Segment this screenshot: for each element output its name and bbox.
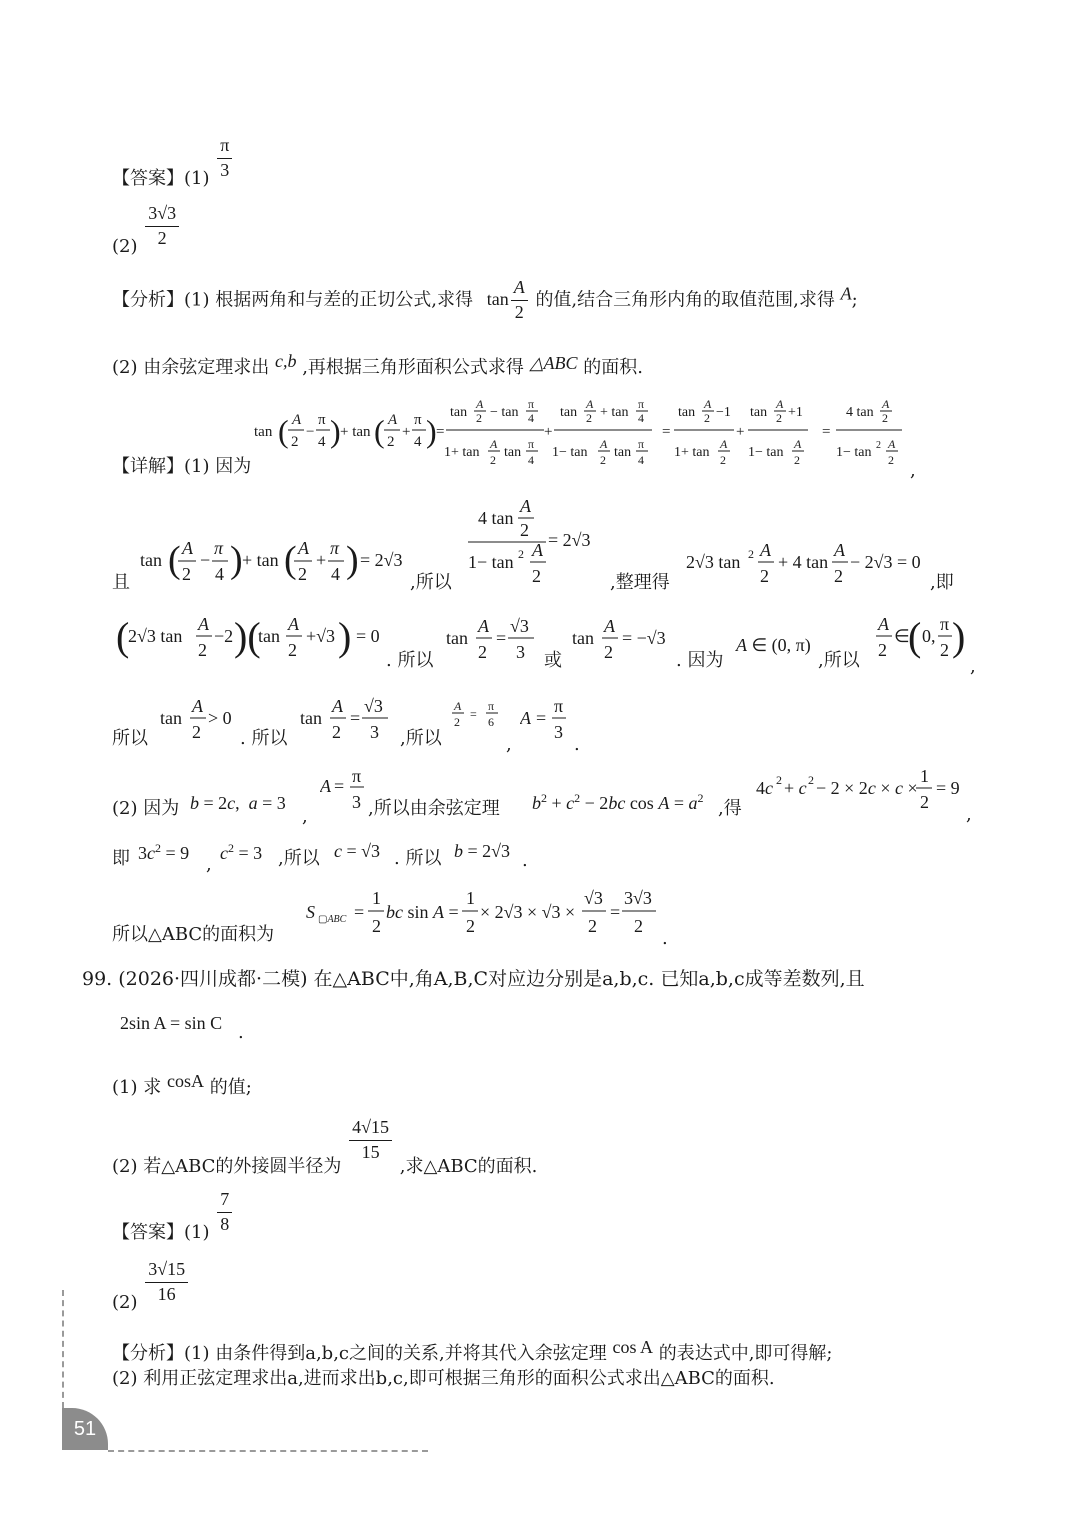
detail-equation-13 (320, 768, 370, 822)
factored-formula (116, 610, 386, 666)
law-of-cosines: $b^2 + c^2 - 2bc$ $\cos A = a^2$ (532, 791, 704, 813)
svg-text:A: A (760, 540, 771, 560)
svg-text:− 2√3 = 0: − 2√3 = 0 (850, 552, 921, 572)
answer-label: 【答案】 (112, 167, 184, 189)
svg-text:A: A (288, 614, 299, 634)
svg-text:2: 2 (888, 453, 894, 467)
svg-text:2: 2 (518, 547, 524, 561)
svg-text:= 0: = 0 (356, 626, 380, 646)
svg-text:A: A (320, 776, 331, 796)
answer-1-fraction: $\frac{\pi}{3}$ (217, 136, 232, 181)
svg-text:A: A (198, 614, 209, 634)
svg-text:2: 2 (182, 564, 191, 584)
svg-text:A: A (298, 538, 309, 558)
svg-text:π: π (318, 412, 326, 428)
svg-text:A: A (794, 437, 802, 451)
svg-text:3: 3 (352, 792, 361, 812)
svg-text:2: 2 (298, 564, 307, 584)
svg-text:1+ tan: 1+ tan (674, 445, 710, 460)
svg-text:tan: tan (140, 550, 162, 570)
svg-text:(: ( (168, 539, 181, 581)
svg-text:=: = (354, 902, 365, 922)
page-border-vertical (62, 1290, 64, 1408)
half-a-pi-over-6-formula (452, 698, 506, 734)
svg-text:+ 4 tan: + 4 tan (778, 552, 829, 572)
svg-text:tan: tan (504, 445, 522, 460)
svg-text:A: A (878, 614, 889, 634)
svg-text:4: 4 (414, 434, 422, 450)
svg-text:2: 2 (604, 642, 613, 662)
svg-text:π: π (488, 699, 495, 713)
svg-text:2: 2 (490, 453, 496, 467)
svg-text:): ) (330, 413, 341, 449)
svg-text:A: A (454, 699, 462, 713)
svg-text:(: ( (116, 614, 130, 659)
detail-2-line: (2) 因为 (112, 798, 180, 819)
svg-text:tan: tan (446, 628, 468, 648)
svg-text:− tan: − tan (490, 405, 519, 420)
svg-text:=: = (334, 776, 345, 796)
svg-text:= 2√3: = 2√3 (548, 530, 591, 550)
svg-text:bc sin A =: bc sin A = (386, 902, 459, 922)
svg-text:=: = (536, 708, 547, 728)
svg-text:(: ( (908, 614, 922, 659)
svg-text:2: 2 (704, 411, 710, 425)
question-99-part1: (1) 求 cosA 的值; (112, 1071, 252, 1098)
svg-text:π: π (214, 538, 224, 558)
a-equals-pi-over-3-formula (520, 694, 576, 744)
svg-text:−1: −1 (716, 405, 731, 420)
svg-text:A: A (192, 696, 203, 716)
svg-text:A: A (776, 397, 784, 411)
detail-equation-4 (686, 540, 936, 594)
svg-text:1− tan: 1− tan (748, 445, 784, 460)
tan-sum-identity-formula (254, 396, 914, 476)
half-a-range-formula (874, 610, 964, 666)
svg-text:A: A (532, 540, 543, 560)
svg-text:π: π (940, 614, 950, 634)
svg-text:2: 2 (454, 715, 460, 729)
svg-text:2: 2 (794, 453, 800, 467)
svg-text:A: A (604, 616, 615, 636)
detail-equation-5 (116, 610, 386, 670)
svg-text:2: 2 (808, 773, 814, 787)
analysis-1-line: 【分析】(1) 根据两角和与差的正切公式,求得 tan $\frac{A}{2}$ 的值,结合三角形内角的取值范围,求得 A; (112, 277, 858, 322)
svg-text:√3: √3 (510, 616, 529, 636)
svg-text:2: 2 (586, 411, 592, 425)
detail-equation-9 (160, 694, 240, 748)
svg-text:A: A (834, 540, 845, 560)
detail-equation-11 (452, 698, 506, 738)
a-range: A ∈ (0, π) (736, 635, 811, 655)
detail-equation-6 (446, 614, 546, 668)
page-number: 51 (62, 1408, 108, 1450)
svg-text:+: + (402, 424, 411, 440)
question-99-equation: 2sin A = sin C (120, 1013, 223, 1033)
svg-text:): ) (230, 539, 243, 581)
svg-text:4c: 4c (756, 778, 773, 798)
svg-text:∈: ∈ (894, 626, 910, 646)
svg-text:=: = (822, 424, 831, 440)
svg-text:): ) (426, 413, 437, 449)
b-equals-2c: b = 2c, a = 3 (190, 793, 286, 813)
rearranged-formula (686, 540, 936, 590)
svg-text:A: A (478, 616, 489, 636)
svg-text:A: A (600, 437, 608, 451)
svg-text:√3: √3 (364, 696, 383, 716)
svg-text:tan: tan (300, 708, 322, 728)
svg-text:2: 2 (634, 916, 643, 936)
svg-text:tan: tan (254, 424, 273, 440)
detail-equation-14 (756, 766, 966, 820)
svg-text:A: A (332, 696, 343, 716)
tan-ratio-formula (462, 496, 602, 588)
tan-sum-equals-formula (140, 534, 410, 590)
answer-99-1-fraction: $\frac{7}{8}$ (217, 1190, 232, 1235)
b-value: b = 2√3 (454, 841, 511, 861)
svg-text:(: ( (284, 539, 297, 581)
svg-text:3√3: 3√3 (624, 888, 652, 908)
svg-text:2: 2 (760, 566, 769, 586)
svg-text:2: 2 (520, 520, 529, 540)
svg-text:2: 2 (198, 640, 207, 660)
svg-text:3: 3 (554, 722, 563, 742)
svg-text:1: 1 (372, 888, 381, 908)
detail-equation-7 (572, 614, 672, 668)
svg-text:4 tan: 4 tan (478, 508, 514, 528)
svg-text:2√3 tan: 2√3 tan (128, 626, 183, 646)
svg-text:6: 6 (488, 715, 494, 729)
svg-text:A: A (720, 437, 728, 451)
svg-text:A: A (476, 397, 484, 411)
question-99-stem: 99. (2026·四川成都·二模) 在△ABC中,角A,B,C对应边分别是a,b,c. 已知a,b,c成等差数列,且 (82, 968, 865, 990)
svg-text:= 9: = 9 (936, 778, 960, 798)
svg-text:tan: tan (450, 405, 468, 420)
svg-text:> 0: > 0 (208, 708, 232, 728)
svg-text:π: π (528, 437, 535, 451)
tan-half-a-fraction: $\frac{A}{2}$ (511, 278, 528, 323)
svg-text:+ c: + c (784, 778, 807, 798)
answer-99-2-fraction: $\frac{3√15}{16}$ (145, 1260, 188, 1305)
detail-equation-3 (462, 496, 602, 592)
svg-text:+ tan: + tan (242, 550, 279, 570)
svg-text:4: 4 (331, 564, 340, 584)
svg-text:2: 2 (288, 640, 297, 660)
svg-text:2: 2 (192, 722, 201, 742)
svg-text:+: + (316, 550, 327, 570)
svg-text:2: 2 (720, 453, 726, 467)
svg-text:=: = (470, 707, 477, 721)
detail-label-line: 【详解】(1) 因为 (112, 456, 252, 477)
svg-text:−: − (306, 424, 315, 440)
svg-text:2: 2 (776, 411, 782, 425)
svg-text:A: A (882, 397, 890, 411)
svg-text:0,: 0, (922, 626, 936, 646)
answer-99-1-line: 【答案】(1) $\frac{7}{8}$ (112, 1190, 234, 1242)
svg-text:): ) (952, 614, 964, 659)
svg-text:2: 2 (748, 547, 754, 561)
svg-text:2: 2 (776, 773, 782, 787)
svg-text:− 2 × 2c × c ×: − 2 × 2c × c × (816, 778, 918, 798)
svg-text:√3: √3 (584, 888, 603, 908)
svg-text:π: π (554, 696, 564, 716)
svg-text:A: A (292, 412, 302, 428)
svg-text:=: = (496, 628, 507, 648)
svg-text:tan: tan (678, 405, 696, 420)
detail-equation-8 (874, 610, 964, 670)
svg-text:4: 4 (638, 453, 644, 467)
svg-text:A: A (388, 412, 398, 428)
svg-text:tan: tan (160, 708, 182, 728)
svg-text:= 2√3: = 2√3 (360, 550, 403, 570)
svg-text:tan: tan (258, 626, 280, 646)
svg-text:2: 2 (387, 434, 395, 450)
detail-equation-2 (140, 534, 410, 594)
svg-text:3: 3 (516, 642, 525, 662)
svg-text:2: 2 (600, 453, 606, 467)
svg-text:π: π (414, 412, 422, 428)
radius-fraction: $\frac{4√15}{15}$ (349, 1118, 392, 1163)
svg-text:)(: )( (234, 614, 261, 659)
svg-text:=: = (662, 424, 671, 440)
analysis-99-1-line: 【分析】(1) 由条件得到a,b,c之间的关系,并将其代入余弦定理 cos A 的表达式中,即可得解; (112, 1337, 833, 1364)
tan-sqrt3-over-3-formula (446, 614, 546, 664)
svg-text:(: ( (374, 413, 385, 449)
tan-half-value-formula (300, 694, 400, 744)
svg-text:4: 4 (528, 411, 534, 425)
svg-text:1− tan: 1− tan (468, 552, 514, 572)
svg-text:π: π (330, 538, 340, 558)
svg-text:+: + (736, 424, 745, 440)
svg-text:2: 2 (466, 916, 475, 936)
question-99-part2: (2) 若△ABC的外接圆半径为 $\frac{4√15}{15}$ ,求△ABC的面积. (112, 1117, 538, 1177)
svg-text:A: A (520, 708, 531, 728)
answer-99-2-line: (2) $\frac{3√15}{16}$ (112, 1260, 190, 1312)
tan-half-positive-formula (160, 694, 240, 744)
svg-text:tan: tan (614, 445, 632, 460)
svg-text:(: ( (278, 413, 289, 449)
svg-text:=: = (436, 424, 445, 440)
svg-text:π: π (528, 397, 535, 411)
svg-text:2: 2 (878, 640, 887, 660)
svg-text:= −√3: = −√3 (622, 628, 666, 648)
svg-text:× 2√3 × √3 ×: × 2√3 × √3 × (480, 902, 576, 922)
svg-text:2: 2 (476, 411, 482, 425)
svg-text:2: 2 (940, 640, 949, 660)
svg-text:4: 4 (318, 434, 326, 450)
svg-text:2: 2 (478, 642, 487, 662)
svg-text:2: 2 (532, 566, 541, 586)
svg-text:π: π (638, 397, 645, 411)
svg-text:A: A (704, 397, 712, 411)
svg-text:2: 2 (588, 916, 597, 936)
svg-text:2: 2 (332, 722, 341, 742)
three-c-squared: $3c^2 = 9$ (138, 841, 190, 863)
svg-text:A: A (586, 397, 594, 411)
svg-text:=: = (350, 708, 361, 728)
svg-text:2: 2 (291, 434, 299, 450)
svg-text:4 tan: 4 tan (846, 405, 874, 420)
svg-text:2: 2 (372, 916, 381, 936)
detail-equation-12 (520, 694, 576, 748)
svg-text:π: π (352, 768, 362, 786)
detail-label: 【详解】 (112, 456, 184, 477)
svg-text:1− tan: 1− tan (836, 445, 872, 460)
tan-neg-sqrt3-formula (572, 614, 672, 664)
svg-text:4: 4 (638, 411, 644, 425)
answer-1-line: 【答案】(1) $\frac{\pi}{3}$ (112, 136, 234, 188)
a-pi-over-3-formula (320, 768, 370, 818)
svg-text:−: − (200, 550, 211, 570)
detail-equation-10 (300, 694, 400, 748)
svg-text:4: 4 (215, 564, 224, 584)
svg-text:): ) (346, 539, 359, 581)
svg-text:2: 2 (834, 566, 843, 586)
svg-text:1+ tan: 1+ tan (444, 445, 480, 460)
substituted-formula (756, 766, 966, 816)
detail-equation-15 (306, 886, 666, 946)
svg-text:+ tan: + tan (340, 424, 371, 440)
svg-text:A: A (888, 437, 896, 451)
svg-text:3: 3 (370, 722, 379, 742)
area-formula (306, 886, 666, 942)
svg-text:+√3: +√3 (306, 626, 336, 646)
svg-text:tan: tan (560, 405, 578, 420)
c-value: c = √3 (334, 841, 381, 861)
svg-text:−2: −2 (214, 626, 234, 646)
svg-text:π: π (638, 437, 645, 451)
analysis-99-2-line: (2) 利用正弦定理求出a,进而求出b,c,即可根据三角形的面积公式求出△ABC的面积. (112, 1368, 775, 1389)
svg-text:A: A (182, 538, 193, 558)
svg-text:): ) (338, 614, 352, 659)
svg-text:2: 2 (876, 440, 881, 451)
svg-text:1: 1 (466, 888, 475, 908)
svg-text:▢ABC: ▢ABC (318, 914, 347, 925)
page-border-horizontal (108, 1450, 428, 1452)
svg-text:tan: tan (572, 628, 594, 648)
svg-text:1: 1 (920, 766, 929, 786)
svg-text:A: A (490, 437, 498, 451)
svg-text:A: A (520, 496, 531, 516)
svg-text:2: 2 (882, 411, 888, 425)
svg-text:tan: tan (750, 405, 768, 420)
svg-text:S: S (306, 902, 315, 922)
svg-text:+: + (544, 424, 553, 440)
svg-text:2: 2 (920, 792, 929, 812)
c-squared: $c^2 = 3$ (220, 841, 263, 863)
answer-2-line: (2) $\frac{3√3}{2}$ (112, 204, 181, 256)
answer-2-fraction: $\frac{3√3}{2}$ (145, 204, 179, 249)
analysis-2-line: (2) 由余弦定理求出 c,b ,再根据三角形面积公式求得 △ABC 的面积. (112, 351, 643, 378)
svg-text:+ tan: + tan (600, 405, 629, 420)
svg-text:2√3 tan: 2√3 tan (686, 552, 741, 572)
svg-text:4: 4 (528, 453, 534, 467)
svg-text:1− tan: 1− tan (552, 445, 588, 460)
svg-text:=: = (610, 902, 621, 922)
detail-equation-1 (254, 396, 914, 480)
svg-text:+1: +1 (788, 405, 803, 420)
